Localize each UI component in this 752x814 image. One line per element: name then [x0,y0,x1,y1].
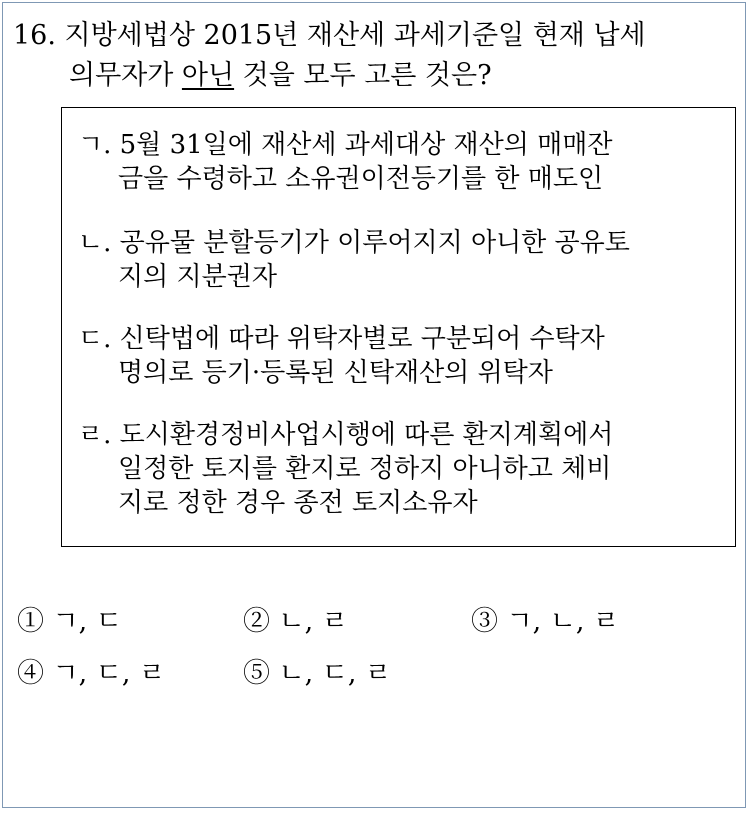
answer-choice-3[interactable]: ③ ㄱ, ㄴ, ㄹ [471,606,620,637]
answer-choice-1[interactable]: ① ㄱ, ㄷ [17,606,122,637]
statement-line: ㄴ. 공유물 분할등기가 이루어지지 아니한 공유토 [78,228,630,258]
statement-line: ㄷ. 신탁법에 따라 위탁자별로 구분되어 수탁자 [78,324,605,354]
statement-item [78,418,613,520]
statement-line: ㄹ. 도시환경정비사업시행에 따른 환지계획에서 [78,420,614,450]
statement-item [78,226,630,294]
question-text-suffix: 것을 모두 고른 것은? [234,60,492,91]
statement-line: 지로 정한 경우 종전 토지소유자 [118,488,478,518]
statement-item [78,128,612,196]
statement-line: ㄱ. 5월 31일에 재산세 과세대상 재산의 매매잔 [78,130,613,160]
question-text-prefix: 의무자가 [69,60,182,91]
question-card [2,2,746,808]
answer-choice-5[interactable]: ⑤ ㄴ, ㄷ, ㄹ [243,658,392,689]
statement-line: 명의로 등기·등록된 신탁재산의 위탁자 [118,358,553,388]
answer-choice-2[interactable]: ② ㄴ, ㄹ [243,606,348,637]
answer-choice-4[interactable]: ④ ㄱ, ㄷ, ㄹ [17,658,166,689]
statement-box [61,107,736,547]
statement-line: 일정한 토지를 환지로 정하지 아니하고 체비 [118,454,612,484]
statement-item [78,322,605,390]
question-text-line1: 16. 지방세법상 2015년 재산세 과세기준일 현재 납세 [13,20,646,51]
question-emphasis-underlined: 아닌 [181,60,235,91]
statement-line: 지의 지분권자 [118,262,277,292]
statement-line: 금을 수령하고 소유권이전등기를 한 매도인 [118,164,604,194]
question-text-line2 [69,59,492,93]
